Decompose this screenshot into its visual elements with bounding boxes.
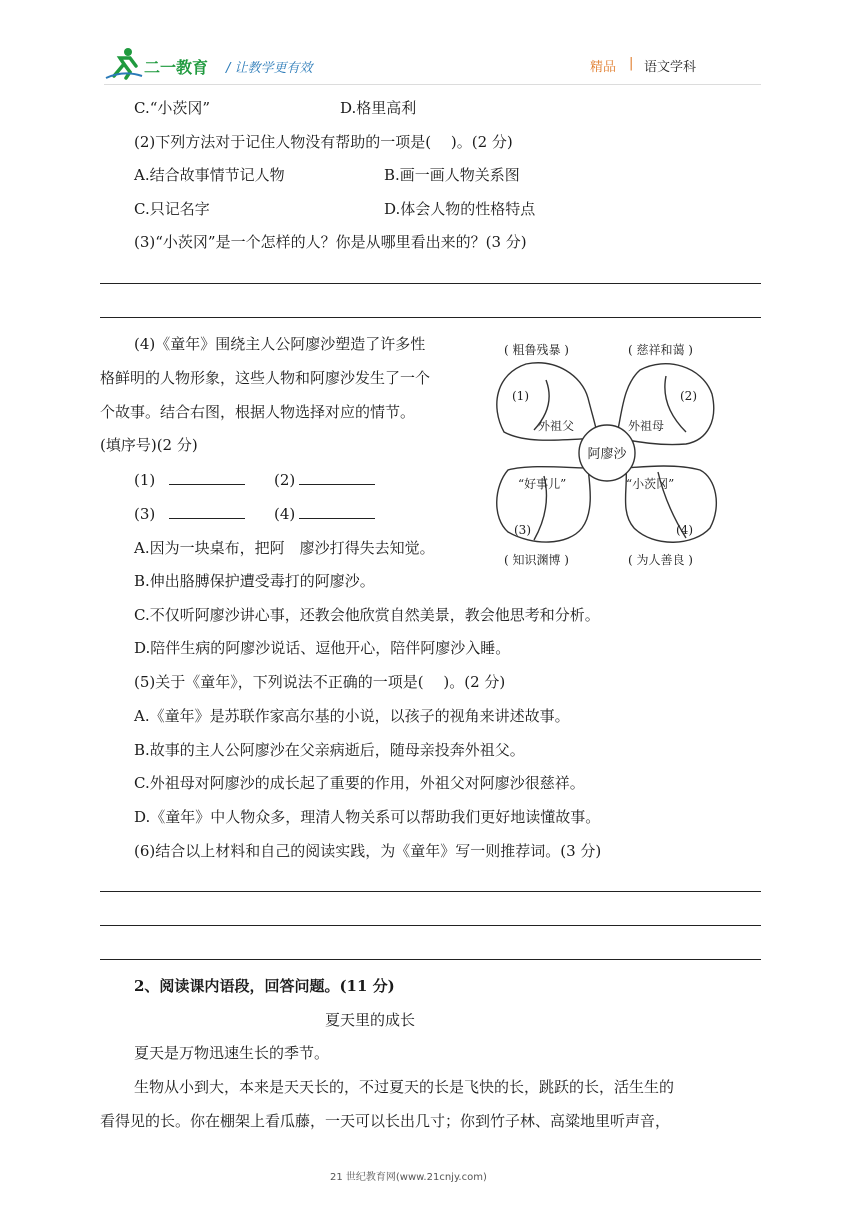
subject-tag: 语文学科 <box>644 60 697 75</box>
q4-line-1: (4)《童年》围绕主人公阿廖沙塑造了许多性 <box>134 335 426 353</box>
q4-option-b: B.伸出胳膊保护遭受毒打的阿廖沙。 <box>134 572 375 590</box>
passage-title: 夏天里的成长 <box>325 1011 416 1029</box>
q4-blank-row-3 <box>134 504 245 524</box>
answer-line[interactable] <box>100 283 761 284</box>
name-bl: “好事儿” <box>518 477 567 491</box>
answer-line[interactable] <box>100 925 761 926</box>
q1-option-c: C.“小茨冈” <box>134 99 211 117</box>
quality-tag: 精品 <box>590 60 617 75</box>
q2-option-b: B.画一画人物关系图 <box>384 166 520 184</box>
section-2-heading: 2、阅读课内语段，回答问题。(11 分) <box>134 977 395 995</box>
runner-icon <box>104 46 144 80</box>
num-bl: (3) <box>514 523 531 537</box>
q6-stem: (6)结合以上材料和自己的阅读实践，为《童年》写一则推荐词。(3 分) <box>134 842 602 860</box>
page-footer: 21 世纪教育网(www.21cnjy.com) <box>330 1172 487 1183</box>
q1-option-d: D.格里高利 <box>340 99 417 117</box>
header-divider: | <box>629 56 634 71</box>
name-tr: 外祖母 <box>628 419 665 433</box>
q2-option-c: C.只记名字 <box>134 200 210 218</box>
answer-line[interactable] <box>100 317 761 318</box>
trait-br: ( 为人善良 ) <box>628 553 693 567</box>
fill-blank-1[interactable] <box>169 470 245 485</box>
q4-line-4: (填序号)(2 分) <box>100 436 198 454</box>
q4-option-a: A.因为一块桌布，把阿 廖沙打得失去知觉。 <box>134 539 435 557</box>
header-divider-line <box>104 84 761 85</box>
brand-name: 二一教育 <box>144 58 209 77</box>
trait-tl: ( 粗鲁残暴 ) <box>504 343 569 357</box>
num-tl: (1) <box>512 389 529 403</box>
q4-option-d: D.陪伴生病的阿廖沙说话、逗他开心，陪伴阿廖沙入睡。 <box>134 639 511 657</box>
fill-blank-2[interactable] <box>299 470 375 485</box>
brand-slogan: / 让教学更有效 <box>226 61 313 76</box>
blank-label-1: (1) <box>134 471 156 489</box>
blank-label-2: (2) <box>274 471 296 489</box>
q4-blank-row-1 <box>134 470 245 490</box>
q2-stem: (2)下列方法对于记住人物没有帮助的一项是( )。(2 分) <box>134 133 513 151</box>
blank-label-3: (3) <box>134 505 156 523</box>
answer-line[interactable] <box>100 891 761 892</box>
q5-option-a: A.《童年》是苏联作家高尔基的小说，以孩子的视角来讲述故事。 <box>134 707 570 725</box>
num-br: (4) <box>676 523 693 537</box>
trait-tr: ( 慈祥和蔼 ) <box>628 343 693 357</box>
passage-paragraph-2-line-2: 看得见的长。你在棚架上看瓜藤，一天可以长出几寸；你到竹子林、高粱地里听声音， <box>100 1112 671 1130</box>
q3-stem: (3)“小茨冈”是一个怎样的人？你是从哪里看出来的？(3 分) <box>134 233 527 251</box>
character-diagram <box>490 336 722 572</box>
q4-blank-row-4 <box>274 504 375 524</box>
q5-option-d: D.《童年》中人物众多，理清人物关系可以帮助我们更好地读懂故事。 <box>134 808 601 826</box>
diagram-center-label: 阿廖沙 <box>587 447 627 462</box>
q5-option-c: C.外祖母对阿廖沙的成长起了重要的作用，外祖父对阿廖沙很慈祥。 <box>134 774 585 792</box>
trait-bl: ( 知识渊博 ) <box>504 553 569 567</box>
fill-blank-3[interactable] <box>169 504 245 519</box>
passage-paragraph-1: 夏天是万物迅速生长的季节。 <box>134 1044 330 1062</box>
answer-line[interactable] <box>100 959 761 960</box>
q4-line-3: 个故事。结合右图，根据人物选择对应的情节。 <box>100 403 416 421</box>
blank-label-4: (4) <box>274 505 296 523</box>
q5-option-b: B.故事的主人公阿廖沙在父亲病逝后，随母亲投奔外祖父。 <box>134 741 525 759</box>
num-tr: (2) <box>680 389 697 403</box>
name-tl: 外祖父 <box>538 419 575 433</box>
passage-paragraph-2-line-1: 生物从小到大，本来是天天长的，不过夏天的长是飞快的长，跳跃的长，活生生的 <box>134 1078 675 1096</box>
q4-line-2: 格鲜明的人物形象，这些人物和阿廖沙发生了一个 <box>100 369 431 387</box>
brand-logo <box>104 46 434 82</box>
q2-option-a: A.结合故事情节记人物 <box>134 166 285 184</box>
fill-blank-4[interactable] <box>299 504 375 519</box>
q5-stem: (5)关于《童年》，下列说法不正确的一项是( )。(2 分) <box>134 673 506 691</box>
q4-blank-row-2 <box>274 470 375 490</box>
q2-option-d: D.体会人物的性格特点 <box>384 200 536 218</box>
name-br: “小茨冈” <box>626 477 675 491</box>
q4-option-c: C.不仅听阿廖沙讲心事，还教会他欣赏自然美景，教会他思考和分析。 <box>134 606 600 624</box>
